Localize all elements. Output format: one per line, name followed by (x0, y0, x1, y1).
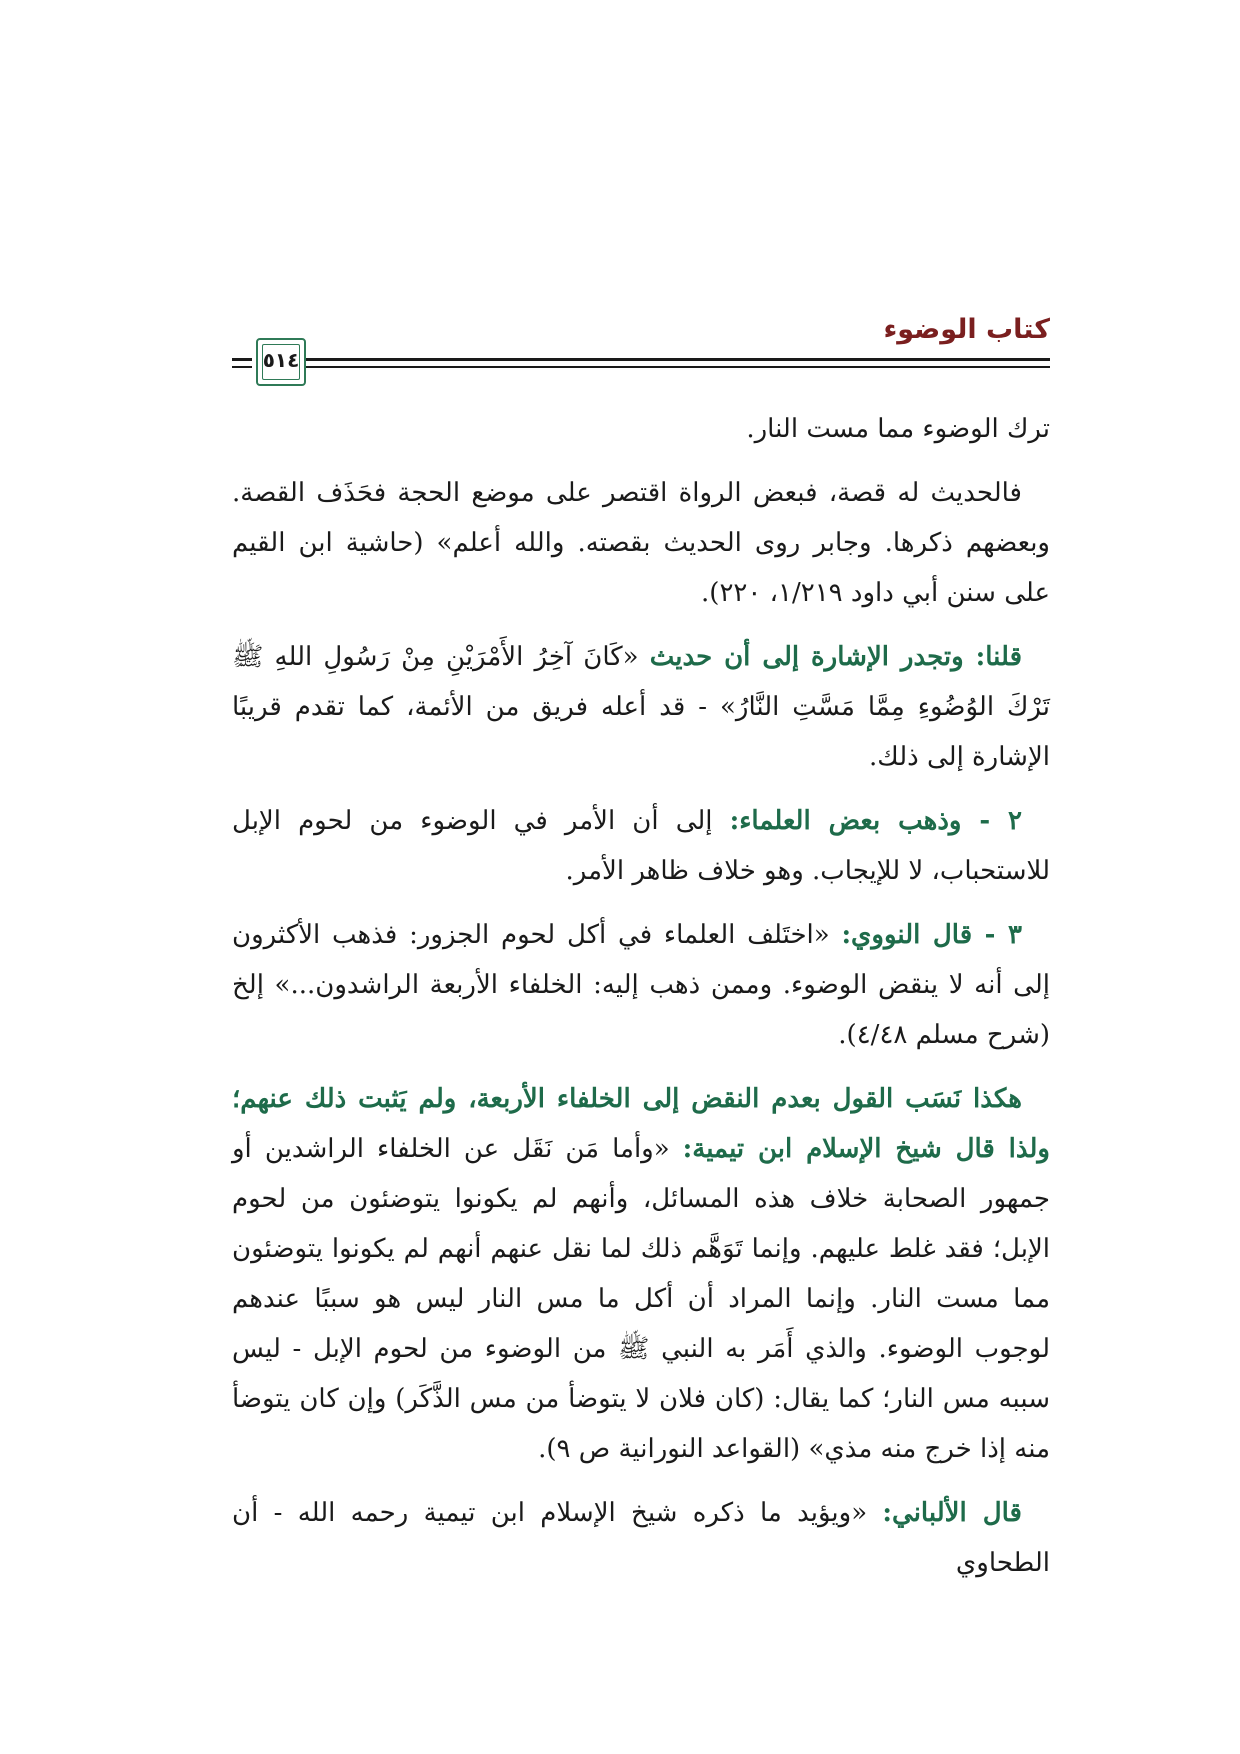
book-title: كتاب الوضوء (883, 314, 1050, 345)
page-number-badge (256, 338, 306, 386)
paragraph-6-text: «وأما مَن نَقَل عن الخلفاء الراشدين أو جمهور الصحابة خلاف هذه المسائل، وأنهم لم يكونوا يتوضئون من لحوم الإبل؛ فقد غلط عليهم. وإنما تَوَهَّم ذلك لما نقل عنهم أنهم لم يكونوا يتوضئون مما مست النار. وإنما المراد أن أكل ما مس النار ليس هو سببًا عندهم لوجوب الوضوء. والذي أَمَر به النبي ﷺ من الوضوء من لحوم الإبل - ليس سببه مس النار؛ كما يقال: (كان فلان لا يتوضأ من مس الذَّكَر) وإن كان يتوضأ منه إذا خرج منه مذي» (القواعد النورانية ص ٩). (232, 1134, 1050, 1464)
paragraph-7 (232, 1488, 1050, 1588)
header-rule-top (306, 358, 1050, 361)
paragraph-1 (232, 404, 1050, 454)
paragraph-6 (232, 1074, 1050, 1474)
paragraph-7-text: «ويؤيد ما ذكره شيخ الإسلام ابن تيمية رحمه الله - أن الطحاوي (232, 1498, 1050, 1578)
paragraph-4 (232, 796, 1050, 896)
header-rule-left-bottom (232, 366, 252, 368)
paragraph-3-text: «كَانَ آخِرُ الأَمْرَيْنِ مِنْ رَسُولِ اللهِ ﷺ تَرْكَ الوُضُوءِ مِمَّا مَسَّتِ النَّارُ» - قد أعله فريق من الأئمة، كما تقدم قريبًا الإشارة إلى ذلك. (232, 642, 1050, 772)
header-rule-bottom (306, 366, 1050, 368)
paragraph-6-lead: هكذا نَسَب القول بعدم النقض إلى الخلفاء الأربعة، ولم يَثبت ذلك عنهم؛ ولذا قال شيخ الإسلام ابن تيمية: (232, 1084, 1050, 1164)
main-text (232, 404, 1050, 1602)
paragraph-5 (232, 910, 1050, 1060)
paragraph-2-text: فالحديث له قصة، فبعض الرواة اقتصر على موضع الحجة فحَذَف القصة. وبعضهم ذكرها. وجابر روى الحديث بقصته. والله أعلم» (حاشية ابن القيم على سنن أبي داود ١/٢١٩، ٢٢٠). (232, 478, 1050, 608)
paragraph-5-lead: ٣ - قال النووي: (841, 920, 1022, 950)
paragraph-7-lead: قال الألباني: (882, 1498, 1022, 1528)
page-number: ٥١٤ (262, 348, 300, 372)
paragraph-3-lead: قلنا: وتجدر الإشارة إلى أن حديث (649, 642, 1022, 672)
paragraph-5-text: «اختَلف العلماء في أكل لحوم الجزور: فذهب الأكثرون إلى أنه لا ينقض الوضوء. وممن ذهب إليه: الخلفاء الأربعة الراشدون...» إلخ (شرح مسلم ٤/٤٨). (232, 920, 1050, 1050)
page-header (232, 300, 1050, 390)
paragraph-4-text: إلى أن الأمر في الوضوء من لحوم الإبل للاستحباب، لا للإيجاب. وهو خلاف ظاهر الأمر. (232, 806, 1050, 886)
paragraph-3 (232, 632, 1050, 782)
header-rule-left-top (232, 358, 252, 361)
paragraph-1-text: ترك الوضوء مما مست النار. (746, 414, 1050, 444)
paragraph-2 (232, 468, 1050, 618)
paragraph-4-lead: ٢ - وذهب بعض العلماء: (729, 806, 1022, 836)
